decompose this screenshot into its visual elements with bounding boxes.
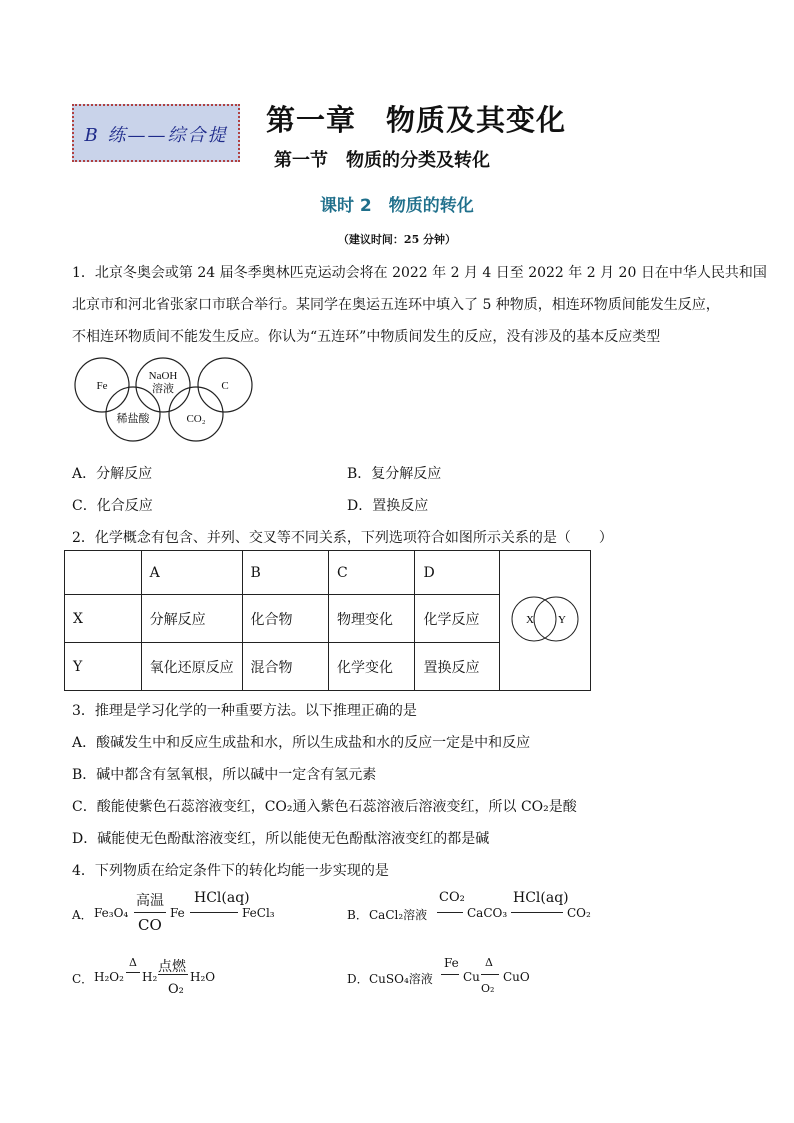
table-cell: 置换反应 xyxy=(415,643,500,691)
condition-bottom: O₂ xyxy=(481,982,495,995)
section-title: 第一节 物质的分类及转化 xyxy=(274,150,490,171)
q1-option-a: A．分解反应 xyxy=(72,466,153,482)
condition-top: 点燃 xyxy=(158,959,186,975)
badge-label: B 练——综合提 xyxy=(84,125,228,146)
substance: CaCl₂溶液 xyxy=(369,908,428,922)
q4-option-c xyxy=(72,956,332,1006)
substance: H₂O xyxy=(190,970,216,984)
table-cell: 氧化还原反应 xyxy=(141,643,242,691)
reaction-arrow xyxy=(134,912,166,913)
table-cell: 混合物 xyxy=(242,643,328,691)
option-label: A． xyxy=(72,908,93,922)
q2-table xyxy=(64,550,591,691)
q3-option-a: A．酸碱发生中和反应生成盐和水，所以生成盐和水的反应一定是中和反应 xyxy=(72,735,531,751)
condition-top: Fe xyxy=(444,956,459,970)
lesson-title: 课时 2 物质的转化 xyxy=(320,196,474,216)
substance: FeCl₃ xyxy=(242,906,275,920)
condition-top: Δ xyxy=(485,956,493,969)
option-label: D． xyxy=(347,972,369,986)
ring-label-co2: CO₂ xyxy=(186,413,206,425)
suggested-time: （建议时间：25 分钟） xyxy=(337,233,457,246)
chapter-title: 第一章 物质及其变化 xyxy=(266,103,567,137)
q2-stem: 2．化学概念有包含、并列、交叉等不同关系，下列选项符合如图所示关系的是（ ） xyxy=(72,530,613,546)
table-cell: B xyxy=(242,551,328,595)
table-cell: 物理变化 xyxy=(329,595,415,643)
reaction-arrow xyxy=(481,974,499,975)
substance: Fe xyxy=(170,906,185,920)
table-row xyxy=(65,551,591,595)
reaction-arrow xyxy=(511,912,563,913)
venn-cell xyxy=(500,551,591,691)
ring-label-hcl: 稀盐酸 xyxy=(116,413,150,425)
table-cell: D xyxy=(415,551,500,595)
option-label: B． xyxy=(347,908,368,922)
table-cell: A xyxy=(141,551,242,595)
substance: CaCO₃ xyxy=(467,906,508,920)
condition-top: Δ xyxy=(129,956,137,969)
reaction-arrow xyxy=(441,974,459,975)
table-cell: 分解反应 xyxy=(141,595,242,643)
q1-option-c: C．化合反应 xyxy=(72,498,153,514)
table-cell xyxy=(65,551,142,595)
condition-top: CO₂ xyxy=(439,890,465,905)
table-cell: 化学反应 xyxy=(415,595,500,643)
q3-option-b: B．碱中都含有氢氧根，所以碱中一定含有氢元素 xyxy=(72,767,377,783)
reaction-arrow xyxy=(437,912,463,913)
table-cell: Y xyxy=(65,643,142,691)
substance: CO₂ xyxy=(567,906,591,920)
q1-line-2: 北京市和河北省张家口市联合举行。某同学在奥运五连环中填入了 5 种物质，相连环物质间能发生反应， xyxy=(72,297,720,313)
ring-label-fe: Fe xyxy=(96,380,108,392)
condition-top: 高温 xyxy=(136,893,164,909)
condition-top: HCl(aq) xyxy=(194,890,250,906)
q3-option-c: C．酸能使紫色石蕊溶液变红，CO₂通入紫色石蕊溶液后溶液变红，所以 CO₂是酸 xyxy=(72,799,577,815)
q1-line-3: 不相连环物质间不能发生反应。你认为“五连环”中物质间发生的反应，没有涉及的基本反应类型 xyxy=(72,329,661,345)
table-cell: 化合物 xyxy=(242,595,328,643)
venn-diagram xyxy=(500,589,590,649)
reaction-arrow xyxy=(158,974,188,975)
ring-label-naoh: NaOH xyxy=(148,370,178,382)
reaction-arrow xyxy=(126,972,140,973)
q1-line-1: 1．北京冬奥会或第 24 届冬季奥林匹克运动会将在 2022 年 2 月 4 日至 2022 年 2 月 20 日在中华人民共和国 xyxy=(72,265,767,281)
table-cell: 化学变化 xyxy=(329,643,415,691)
ring-label-c: C xyxy=(221,380,229,392)
venn-label-x: X xyxy=(526,613,534,626)
q3-stem: 3．推理是学习化学的一种重要方法。以下推理正确的是 xyxy=(72,703,417,719)
substance: Fe₃O₄ xyxy=(94,906,129,920)
substance: CuO xyxy=(503,970,530,984)
q4-option-d xyxy=(347,956,607,1006)
q4-option-b xyxy=(347,890,607,940)
table-cell: C xyxy=(329,551,415,595)
q1-option-d: D．置换反应 xyxy=(347,498,429,514)
table-cell: X xyxy=(65,595,142,643)
q3-option-d: D．碱能使无色酚酞溶液变红，所以能使无色酚酞溶液变红的都是碱 xyxy=(72,831,490,847)
substance: H₂ xyxy=(142,970,158,984)
condition-top: HCl(aq) xyxy=(513,890,569,906)
q4-option-a xyxy=(72,890,332,940)
section-badge xyxy=(72,104,240,162)
substance: H₂O₂ xyxy=(94,970,124,984)
reaction-arrow xyxy=(190,912,238,913)
condition-bottom: O₂ xyxy=(168,982,184,997)
q4-stem: 4．下列物质在给定条件下的转化均能一步实现的是 xyxy=(72,863,389,879)
condition-bottom: CO xyxy=(138,916,162,934)
ring-label-solution: 溶液 xyxy=(152,383,174,395)
option-label: C． xyxy=(72,972,94,986)
q1-option-b: B．复分解反应 xyxy=(347,466,442,482)
substance: Cu xyxy=(463,970,480,984)
substance: CuSO₄溶液 xyxy=(369,972,433,986)
venn-label-y: Y xyxy=(558,613,566,626)
olympic-rings-diagram xyxy=(72,356,262,446)
